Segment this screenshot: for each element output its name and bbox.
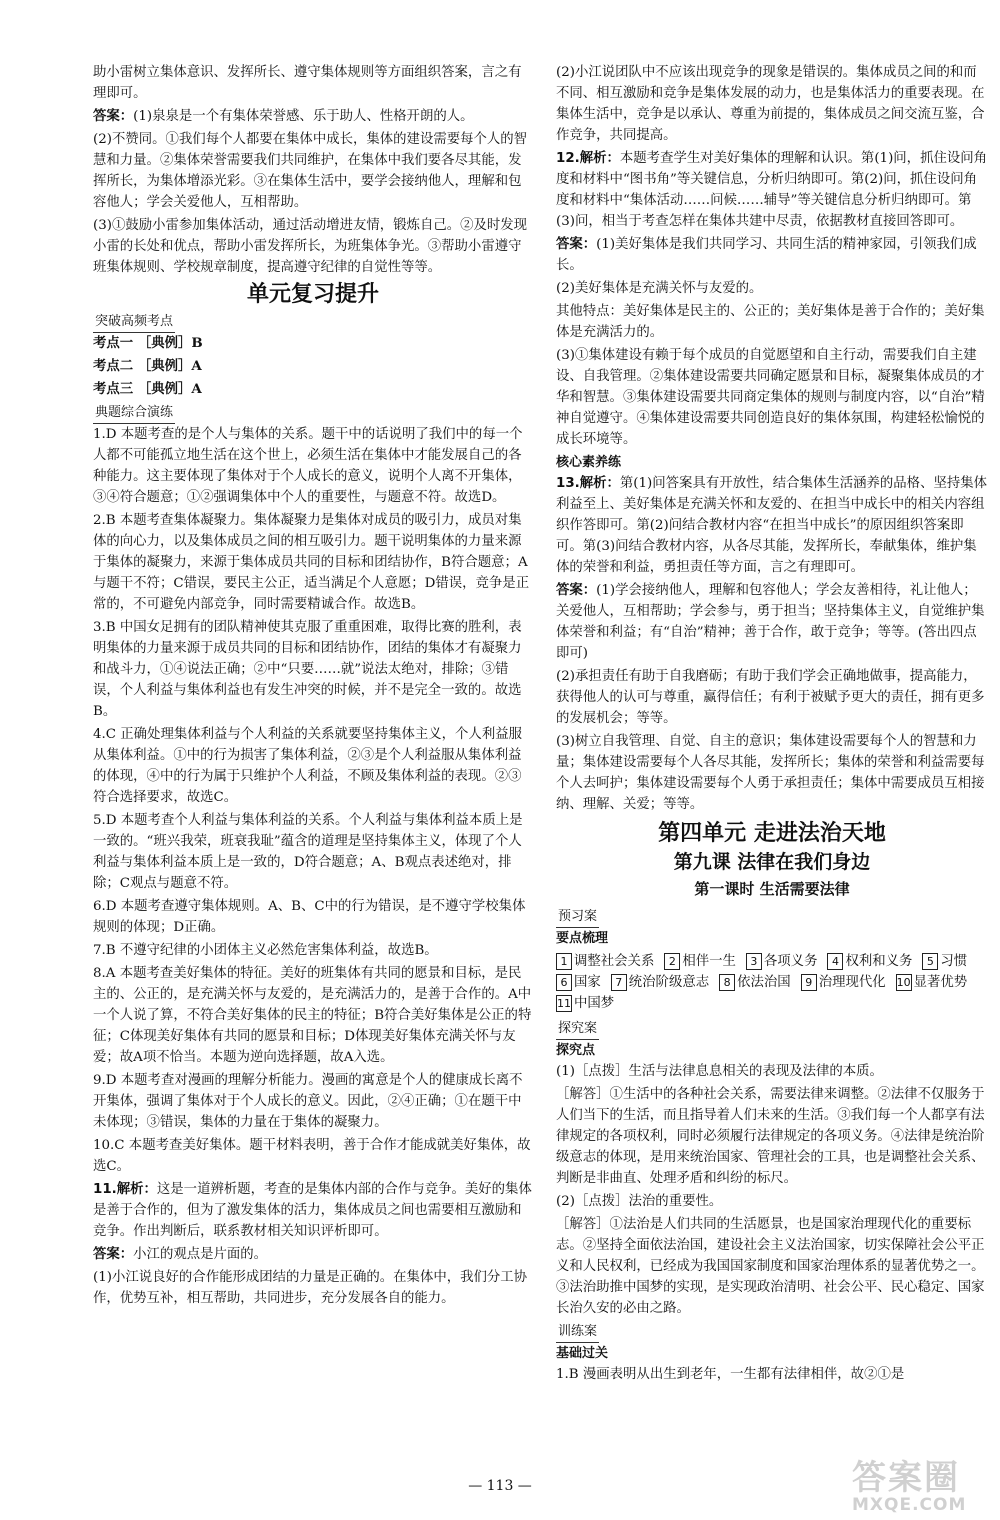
q11-answer bbox=[93, 1244, 533, 1265]
q12-answer-1 bbox=[556, 234, 988, 276]
key-point-text: 国家 bbox=[574, 975, 601, 990]
explore-2: (2)［点拨］法治的重要性。 bbox=[556, 1194, 723, 1209]
q13-a1-text: (1)学会接纳他人，理解和包容他人；学会友善相待，礼让他人；关爱他人，互相帮助；学会参与，勇于担当；坚持集体主义，自觉维护集体荣誉和利益；有“自治”精神；善于合作，敢于竞争；等等。(答出四点即可) bbox=[556, 583, 985, 661]
key-point-text: 各项义务 bbox=[763, 954, 818, 969]
question-1: 1.D 本题考查的是个人与集体的关系。题干中的话说明了我们中的每一个人都不可能孤立地生活在这个世上，必须生活在集体中才能发展自己的各种能力。这主要体现了集体对于个人成长的意义，说明个人离不开集体，③④符合题意；①②强调集体中个人的重要性，与题意不符。故选D。 bbox=[93, 427, 523, 505]
watermark-logo bbox=[852, 1460, 992, 1518]
q12-answer-2b: 其他特点：美好集体是民主的、公正的；美好集体是善于合作的；美好集体是充满活力的。 bbox=[556, 304, 985, 340]
answer-1 bbox=[93, 106, 533, 127]
paragraph: (2)小江说团队中不应该出现竞争的现象是错误的。集体成员之间的和而不同、相互激励和竞争是集体发展的动力，也是集体活力的重要表现。在集体生活中，竞争是以承认、尊重为前提的，集体成员之间交流互鉴，合作竞争，共同提高。 bbox=[556, 65, 985, 143]
q12-answer-2: (2)美好集体是充满关怀与友爱的。 bbox=[556, 281, 763, 296]
key-point-text: 统治阶级意志 bbox=[628, 975, 710, 990]
question-3: 3.B 中国女足拥有的团队精神使其克服了重重困难，取得比赛的胜利，表明集体的力量来源于成员共同的目标和团结协作，团结的集体才有凝聚力和战斗力，①④说法正确；②中“只要……就”说法太绝对，排除；③错误，个人利益与集体利益也有发生冲突的时候，并不是完全一致的。故选B。 bbox=[93, 620, 522, 719]
key-point-number: 2 bbox=[664, 953, 680, 970]
key-point-text: 权利和义务 bbox=[845, 954, 913, 969]
q12-text: 本题考查学生对美好集体的理解和认识。第(1)问，抓住设问角度和材料中“图书角”等关键信息，分析归纳即可。第(2)问，抓住设问角度和材料中“集体活动……问候……辅导”等关键信息分析归纳即可。第(3)问，相当于考查怎样在集体共建中尽责，依据教材直接回答即可。 bbox=[556, 151, 988, 229]
key-point bbox=[801, 972, 886, 993]
key-point-text: 调整社会关系 bbox=[574, 954, 655, 969]
key-point-number: 1 bbox=[556, 953, 572, 970]
q13-text: 第(1)问答案具有开放性，结合集体生活涵养的品格、坚持集体利益至上、美好集体是充满关怀和友爱的、在担当中成长中的相关内容组织作答即可。第(2)问结合教材内容“在担当中成长”的原因组织答案即可。第(3)问结合教材内容，从各尽其能，发挥所长，奉献集体，维护集体的荣誉和利益，勇担责任等方面，言之有理即可。 bbox=[556, 476, 988, 575]
q12-answer-3: (3)①集体建设有赖于每个成员的自觉愿望和自主行动，需要我们自主建设、自我管理。②集体建设需要共同确定愿景和目标，凝聚集体成员的才华和智慧。③集体建设需要共同商定集体的规则与制度内容，以“自治”精神自觉遵守。④集体建设需要共同创造良好的集体氛围，构建轻松愉悦的成长环境等。 bbox=[556, 348, 985, 447]
key-point bbox=[556, 951, 654, 972]
key-point-number: 9 bbox=[801, 974, 817, 991]
kaodian-1: 考点一 ［典例］B bbox=[93, 335, 203, 351]
key-point bbox=[556, 972, 601, 993]
question-10: 10.C 本题考查美好集体。题干材料表明，善于合作才能成就美好集体，故选C。 bbox=[93, 1138, 531, 1174]
key-point bbox=[719, 972, 791, 993]
subheading-practice: 典题综合演练 bbox=[93, 402, 175, 424]
key-point bbox=[556, 993, 614, 1014]
question-7: 7.B 不遵守纪律的小团体主义必然危害集体利益，故选B。 bbox=[93, 943, 438, 958]
key-point bbox=[664, 951, 736, 972]
explore-1-answer: ［解答］①生活中的各种社会关系，需要法律来调整。②法律不仅服务于人们当下的生活，而且指导着人们未来的生活。③我们每一个人都享有法律规定的各项权利，同时必须履行法律规定的各项义务。④法律是统治阶级意志的体现，是用来统治国家、管理社会的工具，也是调整社会关系、判断是非曲直、处理矛盾和纠纷的标尺。 bbox=[556, 1087, 985, 1186]
q13-answer-2: (2)承担责任有助于自我磨砺；有助于我们学会正确地做事，提高能力，获得他人的认可与尊重，赢得信任；有利于被赋予更大的责任，拥有更多的发展机会；等等。 bbox=[556, 669, 985, 726]
q13-answer-1 bbox=[556, 580, 988, 664]
question-9: 9.D 本题考查对漫画的理解分析能力。漫画的寓意是个人的健康成长离不开集体，强调了集体对于个人成长的意义。因此，②④正确；①在题干中未体现；③错误，集体的力量在于集体的凝聚力。 bbox=[93, 1073, 523, 1130]
key-point-text: 依法治国 bbox=[737, 975, 791, 990]
kaodian-2: 考点二 ［典例］A bbox=[93, 358, 202, 374]
lesson-title: 第九课 法律在我们身边 bbox=[673, 851, 871, 873]
left-column bbox=[93, 62, 533, 1311]
subheading-points: 要点梳理 bbox=[556, 931, 609, 946]
key-point-text: 习惯 bbox=[940, 954, 968, 969]
key-point bbox=[896, 972, 968, 993]
question-8: 8.A 本题考查美好集体的特征。美好的班集体有共同的愿景和目标，是民主的、公正的，是充满关怀与友爱的，是充满活力的，是善于合作的。A中一个人说了算，不符合美好集体的民主的特征；B符合美好集体是公正的特征；C体现美好集体有共同的愿景和目标；D体现美好集体充满关怀与友爱；故A项不恰当。本题为逆向选择题，故A入选。 bbox=[93, 966, 532, 1065]
q13-label: 13.解析： bbox=[556, 476, 620, 491]
key-point-number: 8 bbox=[719, 974, 735, 991]
q11-answer-text: 小江的观点是片面的。 bbox=[133, 1247, 268, 1262]
subheading-basic: 基础过关 bbox=[556, 1346, 609, 1361]
q13-answer-3: (3)树立自我管理、自觉、自主的意识；集体建设需要每个人的智慧和力量；集体建设需要每个人各尽其能，发挥所长；集体的荣誉和利益需要每个人去呵护；集体建设需要每个人勇于承担责任；集体中需要成员互相接纳、理解、关爱；等等。 bbox=[556, 734, 985, 812]
watermark-bottom: MXQE.COM bbox=[852, 1495, 967, 1515]
q11-answer-1: (1)小江说良好的合作能形成团结的力量是正确的。在集体中，我们分工协作，优势互补，相互帮助，共同进步，充分发展各自的能力。 bbox=[93, 1270, 528, 1306]
answer-label: 答案： bbox=[93, 109, 134, 124]
q12-label: 12.解析： bbox=[556, 151, 620, 166]
right-column bbox=[556, 62, 988, 1387]
key-point-number: 4 bbox=[827, 953, 843, 970]
subheading-core: 核心素养练 bbox=[556, 455, 622, 470]
subheading-high-freq: 突破高频考点 bbox=[93, 311, 175, 333]
key-point bbox=[827, 951, 912, 972]
q11-text: 这是一道辨析题，考查的是集体内部的合作与竞争。美好的集体是善于合作的，但为了激发集体的活力，集体成员之间也需要相互激励和竞争。作出判断后，联系教材相关知识评析即可。 bbox=[93, 1182, 532, 1239]
key-point-text: 中国梦 bbox=[574, 996, 615, 1011]
subheading-explore: 探究案 bbox=[556, 1018, 599, 1040]
key-point-text: 治理现代化 bbox=[818, 975, 886, 990]
subheading-explore-point: 探究点 bbox=[556, 1043, 596, 1058]
subheading-preview: 预习案 bbox=[556, 906, 599, 928]
answer-2: (2)不赞同。①我们每个人都要在集体中成长，集体的建设需要每个人的智慧和力量。②集体荣誉需要我们共同维护，在集体中我们要各尽其能，发挥所长，为集体增添光彩。③在集体生活中，要学会接纳他人，理解和包容他人；学会关爱他人，互相帮助。 bbox=[93, 132, 528, 210]
question-13 bbox=[556, 473, 988, 578]
key-point-number: 6 bbox=[556, 974, 572, 991]
key-point-text: 显著优势 bbox=[913, 975, 968, 990]
answer-label: 答案： bbox=[556, 583, 597, 598]
key-point-text: 相伴一生 bbox=[682, 954, 736, 969]
explore-1: (1)［点拨］生活与法律息息相关的表现及法律的本质。 bbox=[556, 1064, 883, 1079]
question-11 bbox=[93, 1179, 533, 1242]
key-point-number: 5 bbox=[922, 953, 938, 970]
page-number: — 113 — bbox=[468, 1478, 532, 1494]
key-point bbox=[611, 972, 709, 993]
answer-text: (1)泉泉是一个有集体荣誉感、乐于助人、性格开朗的人。 bbox=[133, 109, 474, 124]
key-point-number: 7 bbox=[611, 974, 627, 991]
q11-label: 11.解析： bbox=[93, 1182, 157, 1197]
section-title: 单元复习提升 bbox=[246, 282, 379, 307]
question-2: 2.B 本题考查集体凝聚力。集体凝聚力是集体对成员的吸引力，成员对集体的向心力，以及集体成员之间的相互吸引力。题干说明集体的力量来源于集体的凝聚力，来源于集体成员共同的目标和团结协作，B符合题意；A与题干不符；C错误，要民主公正，适当满足个人意愿；D错误，竞争是正常的，不可避免内部竞争，同时需要精诚合作。故选B。 bbox=[93, 513, 530, 612]
key-point-number: 3 bbox=[746, 953, 762, 970]
unit-title: 第四单元 走进法治天地 bbox=[658, 821, 886, 846]
subheading-training: 训练案 bbox=[556, 1321, 599, 1343]
key-point bbox=[746, 951, 818, 972]
question-4: 4.C 正确处理集体利益与个人利益的关系就要坚持集体主义，个人利益服从集体利益。①中的行为损害了集体利益，②③是个人利益服从集体利益的体现，④中的行为属于只维护个人利益，不顾及集体利益的表现。②③符合选择要求，故选C。 bbox=[93, 727, 522, 805]
key-points-list bbox=[556, 951, 988, 1014]
q12-a1-text: (1)美好集体是我们共同学习、共同生活的精神家园，引领我们成长。 bbox=[556, 237, 977, 273]
key-point bbox=[922, 951, 967, 972]
key-point-number: 10 bbox=[896, 976, 911, 989]
question-5: 5.D 本题考查个人利益与集体利益的关系。个人利益与集体利益本质上是一致的。“班兴我荣，班衰我耻”蕴含的道理是坚持集体主义，体现了个人利益与集体利益本质上是一致的，D符合题意；A、B观点表述绝对，排除；C观点与题意不符。 bbox=[93, 813, 523, 891]
answer-label: 答案： bbox=[93, 1247, 134, 1262]
explore-2-answer: ［解答］①法治是人们共同的生活愿景，也是国家治理现代化的重要标志。②坚持全面依法治国，建设社会主义法治国家，切实保障社会公平正义和人民权利，已经成为我国国家制度和国家治理体系的显著优势之一。③法治助推中国梦的实现，是实现政治清明、社会公平、民心稳定、国家长治久安的必由之路。 bbox=[556, 1217, 985, 1316]
session-title: 第一课时 生活需要法律 bbox=[694, 880, 850, 898]
question-6: 6.D 本题考查遵守集体规则。A、B、C中的行为错误，是不遵守学校集体规则的体现；D正确。 bbox=[93, 899, 526, 935]
training-1: 1.B 漫画表明从出生到老年，一生都有法律相伴，故②①是 bbox=[556, 1367, 905, 1382]
answer-3: (3)①鼓励小雷参加集体活动，通过活动增进友情，锻炼自己。②及时发现小雷的长处和优点，帮助小雷发挥所长，为班集体争光。③帮助小雷遵守班集体规则、学校规章制度，提高遵守纪律的自觉性等等。 bbox=[93, 218, 528, 275]
paragraph: 助小雷树立集体意识、发挥所长、遵守集体规则等方面组织答案，言之有理即可。 bbox=[93, 65, 522, 101]
question-12 bbox=[556, 148, 988, 232]
answer-label: 答案： bbox=[556, 237, 597, 252]
key-point-number: 11 bbox=[557, 997, 571, 1010]
kaodian-3: 考点三 ［典例］A bbox=[93, 381, 202, 397]
watermark-top: 答案圈 bbox=[852, 1458, 960, 1498]
